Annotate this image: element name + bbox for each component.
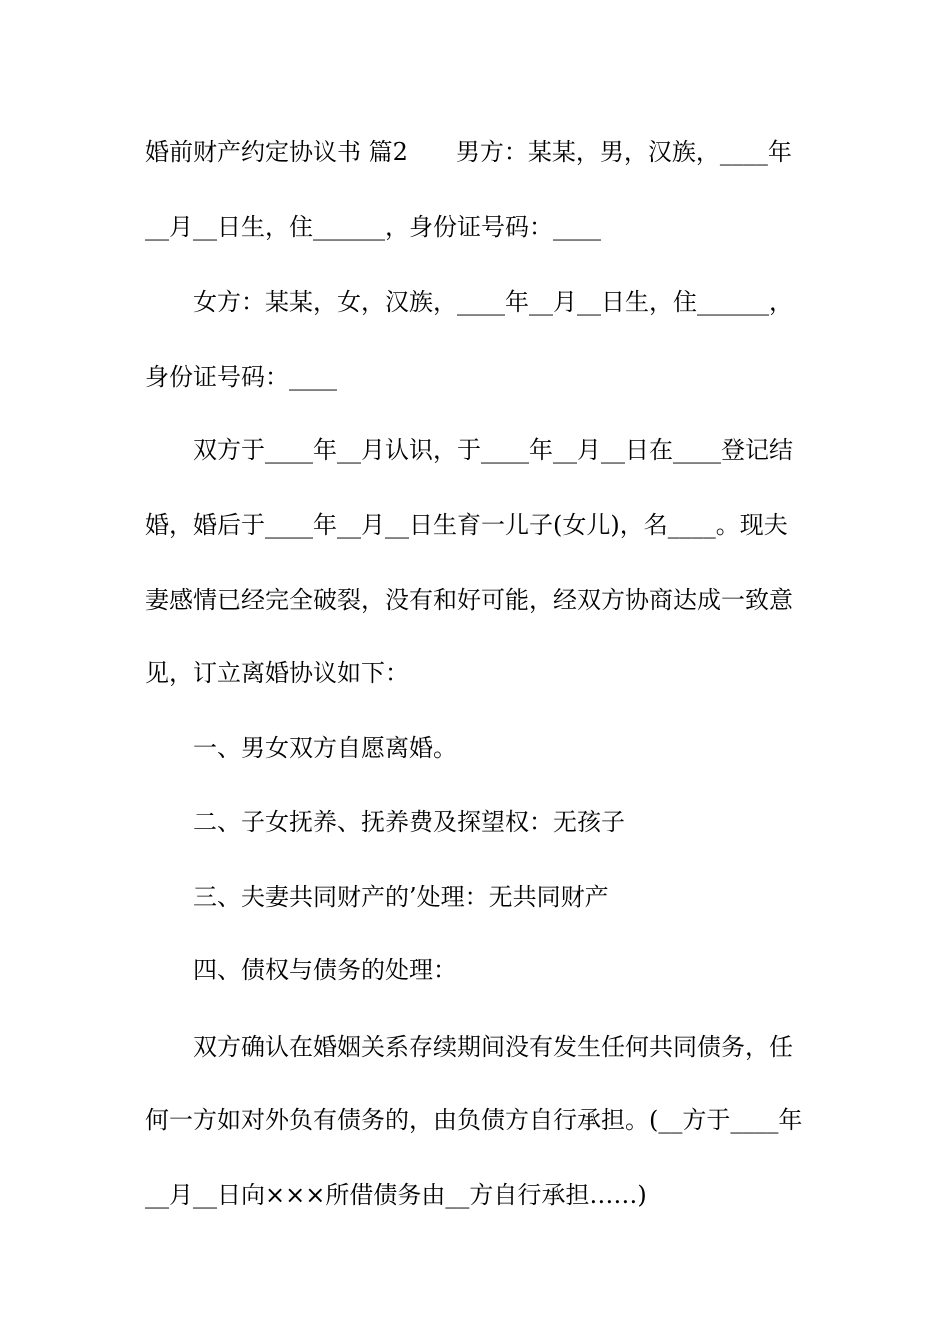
paragraph-line: 身份证号码：____ [145, 363, 337, 391]
paragraph-line: 婚前财产约定协议书 篇2 男方：某某，男，汉族，____年 [145, 138, 792, 166]
paragraph-line: 四、债权与债务的处理： [193, 956, 457, 984]
paragraph-line: __月__日生，住______，身份证号码：____ [145, 213, 601, 241]
paragraph-line: 女方：某某，女，汉族，____年__月__日生，住______， [193, 288, 793, 316]
paragraph-line: 妻感情已经完全破裂，没有和好可能，经双方协商达成一致意 [145, 586, 793, 614]
paragraph-line: __月__日向×××所借债务由__方自行承担……) [145, 1181, 647, 1209]
paragraph-line: 一、男女双方自愿离婚。 [193, 734, 457, 762]
paragraph-line: 三、夫妻共同财产的’处理：无共同财产 [193, 883, 609, 911]
paragraph-line: 双方确认在婚姻关系存续期间没有发生任何共同债务，任 [193, 1033, 793, 1061]
paragraph-line: 见，订立离婚协议如下： [145, 659, 409, 687]
paragraph-line: 何一方如对外负有债务的，由负债方自行承担。(__方于____年 [145, 1106, 803, 1134]
paragraph-line: 二、子女抚养、抚养费及探望权：无孩子 [193, 808, 625, 836]
paragraph-line: 婚，婚后于____年__月__日生育一儿子(女儿)，名____。现夫 [145, 511, 788, 539]
paragraph-line: 双方于____年__月认识，于____年__月__日在____登记结 [193, 436, 793, 464]
